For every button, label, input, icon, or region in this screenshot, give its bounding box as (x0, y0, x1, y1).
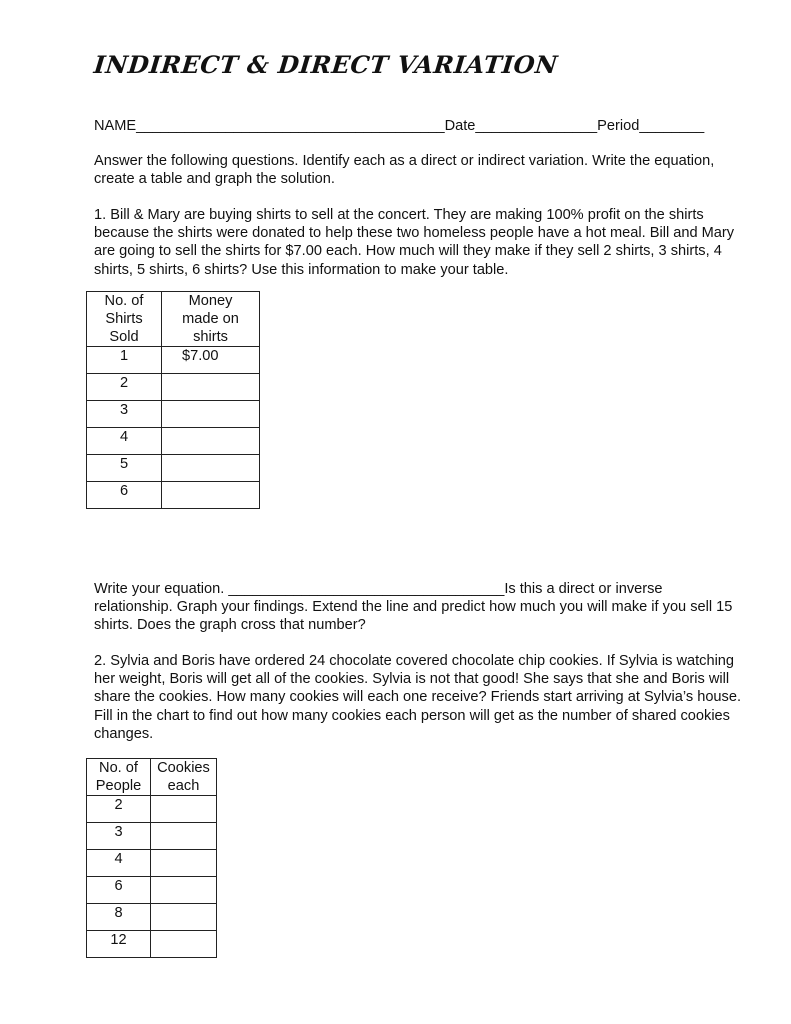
header-money-made (162, 292, 260, 347)
cookies-cell[interactable] (151, 823, 217, 850)
header-line: each (167, 778, 200, 794)
people-cell: 6 (87, 877, 151, 904)
header-line: Shirts (105, 311, 143, 327)
shirts-cell: 6 (87, 482, 162, 509)
shirts-cell: 1 (87, 347, 162, 374)
money-cell[interactable] (162, 428, 260, 455)
table-row (87, 401, 260, 428)
cookies-cell[interactable] (151, 904, 217, 931)
shirts-cell: 2 (87, 374, 162, 401)
header-line: shirts (193, 329, 228, 345)
header-shirts-sold (87, 292, 162, 347)
instructions: Answer the following questions. Identify each as a direct or indirect variation. Write the equation, create a table and graph the solution. (94, 153, 715, 188)
header-line: People (95, 778, 142, 794)
people-cell: 3 (87, 823, 151, 850)
cookies-cell[interactable] (151, 796, 217, 823)
cookies-cell[interactable] (151, 877, 217, 904)
shirts-table (86, 291, 260, 509)
table-row (87, 796, 217, 823)
shirts-cell: 4 (87, 428, 162, 455)
money-cell[interactable] (162, 401, 260, 428)
money-cell[interactable]: $7.00 (162, 347, 260, 374)
table-row (87, 904, 217, 931)
cookies-cell[interactable] (151, 850, 217, 877)
money-cell[interactable] (162, 482, 260, 509)
money-cell[interactable] (162, 374, 260, 401)
people-cell: 4 (87, 850, 151, 877)
header-line: Sold (109, 329, 139, 345)
shirts-cell: 5 (87, 455, 162, 482)
table-row (87, 823, 217, 850)
table-row (87, 455, 260, 482)
money-cell[interactable] (162, 455, 260, 482)
table-row (87, 374, 260, 401)
header-people (87, 759, 151, 796)
question-1-text: 1. Bill & Mary are buying shirts to sell at the concert. They are making 100% profit on the shirts because the shirts were donated to help these two homeless people have a hot meal. Bill and Mary are going to sell the shirts for $7.00 each. How much will they make if they sell 2 shirts, 3 shirts, 4 shirts, 5 shirts, 6 shirts? Use this information to make your table. (94, 207, 735, 278)
header-line: No. of (104, 293, 144, 309)
table-row (87, 347, 260, 374)
question-2-text: 2. Sylvia and Boris have ordered 24 chocolate covered chocolate chip cookies. If Sylvia is watching her weight, Boris will get all of the cookies. Sylvia is not that good! She says that she and Boris will share the cookies. How many cookies will each one receive? Friends start arriving at Sylvia’s house. Fill in the chart to find out how many cookies each person will get as the number of shared cookies changes. (94, 653, 742, 742)
question-1-followup: Write your equation. __________________________________Is this a direct or inverse relationship. Graph your findings. Extend the line and predict how much you will make if you sell 15 shirts. Does the graph cross that number? (94, 581, 733, 634)
name-date-period-line: NAME______________________________________Date_______________Period________ (94, 118, 705, 134)
people-cell: 8 (87, 904, 151, 931)
table-header-row (87, 292, 260, 347)
table-header-row (87, 759, 217, 796)
table-row (87, 482, 260, 509)
table-row (87, 931, 217, 958)
cookies-cell[interactable] (151, 931, 217, 958)
people-cell: 2 (87, 796, 151, 823)
header-line: made on (182, 311, 239, 327)
cookies-table (86, 758, 217, 958)
shirts-cell: 3 (87, 401, 162, 428)
header-cookies-each (151, 759, 217, 796)
header-line: No. of (99, 760, 138, 776)
people-cell: 12 (87, 931, 151, 958)
table-row (87, 850, 217, 877)
header-line: Money (188, 293, 233, 309)
header-line: Cookies (157, 760, 210, 776)
table-row (87, 877, 217, 904)
table-row (87, 428, 260, 455)
page-title: INDIRECT & DIRECT VARIATION (92, 50, 560, 79)
